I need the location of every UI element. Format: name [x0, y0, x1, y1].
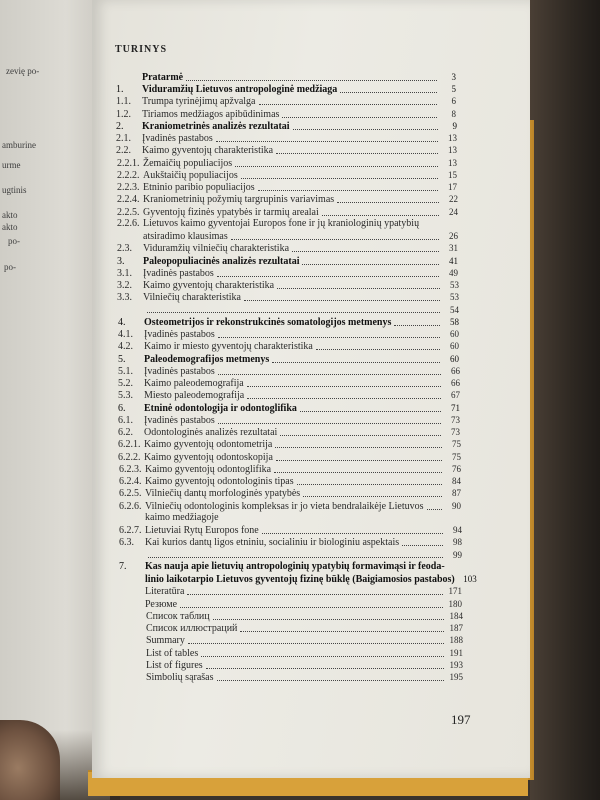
toc-entry-title: Paleodemografijos metmenys: [144, 354, 270, 365]
toc-leader-dots: [280, 434, 441, 436]
toc-entry-page: 71: [451, 403, 460, 413]
toc-leader-dots: [188, 642, 444, 644]
toc-leader-dots: [303, 495, 442, 497]
toc-entry-number: 2.: [116, 121, 124, 132]
toc-entry-number: 4.1.: [118, 329, 133, 340]
toc-entry-number: 5.: [118, 354, 126, 365]
toc-entry-page: 75: [452, 439, 461, 449]
toc-entry-page: 193: [449, 660, 463, 670]
toc-entry: [117, 231, 458, 242]
toc-entry-title: Kaimo ir miesto gyventojų charakteristika: [144, 341, 313, 352]
toc-entry-number: 6.2.5.: [119, 488, 142, 499]
toc-entry: [120, 635, 463, 646]
toc-leader-dots: [394, 324, 440, 326]
toc-leader-dots: [322, 214, 439, 216]
left-page-fragment: akto: [2, 210, 18, 220]
toc-entry-title: Vilniečių charakteristika: [143, 292, 241, 303]
toc-entry-page: 187: [449, 623, 463, 633]
toc-entry-number: 6.: [118, 403, 126, 414]
toc-entry-title: Kaimo gyventojų odontometrija: [144, 439, 273, 450]
toc-leader-dots: [427, 508, 442, 510]
toc-entry-page: 66: [451, 366, 460, 376]
toc-entry-page: 73: [451, 415, 460, 425]
toc-entry-title: Pratarmė: [142, 72, 184, 83]
left-page-fragment: amburine: [2, 140, 36, 150]
toc-entry-title: List of tables: [146, 648, 199, 659]
toc-entry: [117, 256, 458, 267]
toc-entry-page: 13: [448, 145, 457, 155]
toc-entry-page: 49: [449, 268, 458, 278]
toc-entry-number: 2.3.: [117, 243, 132, 254]
toc-entry: [120, 611, 463, 622]
toc-entry: [118, 439, 461, 450]
toc-leader-dots: [240, 630, 444, 632]
toc-leader-dots: [258, 189, 438, 191]
toc-entry: [116, 84, 456, 95]
toc-entry-title: Gyventojų fizinės ypatybės ir tarmių arealai: [143, 207, 319, 218]
toc-entry: [117, 182, 457, 193]
toc-entry: [119, 562, 462, 572]
toc-leader-dots: [402, 544, 443, 546]
toc-entry-page: 76: [452, 464, 461, 474]
toc-entry-title: Trumpa tyrinėjimų apžvalga: [142, 96, 256, 107]
toc-entry-number: 2.1.: [116, 133, 131, 144]
toc-entry-title: Įvadinės pastabos: [144, 366, 215, 377]
toc-entry: [118, 452, 461, 463]
toc-leader-dots: [201, 655, 444, 657]
toc-entry: [118, 317, 459, 328]
toc-leader-dots: [218, 336, 440, 338]
toc-entry: [118, 427, 460, 438]
toc-entry: [118, 341, 459, 352]
toc-entry-title: linio laikotarpio Lietuvos gyventojų fizinę būklę (Baigiamosios pastabos): [145, 574, 455, 585]
toc-entry-title: Aukštaičių populiacijos: [143, 170, 238, 181]
toc-entry: [117, 158, 457, 169]
toc-leader-dots: [218, 422, 441, 424]
toc-entry-number: 6.2.6.: [119, 501, 142, 512]
toc-leader-dots: [222, 520, 442, 521]
toc-entry: [118, 378, 460, 389]
toc-entry-title: Summary: [146, 635, 185, 646]
toc-entry-number: 6.2.1.: [118, 439, 141, 450]
toc-entry-title: Vilniečių odontologinis kompleksas ir jo vieta bendralaikėje Lietuvos: [145, 501, 424, 512]
toc-entry-number: 3.: [117, 256, 125, 267]
toc-leader-dots: [217, 679, 445, 681]
toc-entry-page: 6: [451, 96, 456, 106]
toc-entry-page: 90: [452, 501, 461, 511]
toc-entry-title: kaimo medžiagoje: [145, 512, 219, 523]
toc-entry-number: 6.1.: [118, 415, 133, 426]
toc-leader-dots: [217, 275, 439, 277]
toc-entry-number: 2.2.1.: [117, 158, 140, 169]
toc-entry-page: 191: [449, 648, 463, 658]
toc-entry: [119, 513, 461, 523]
toc-leader-dots: [247, 397, 441, 399]
toc-entry-page: 94: [453, 525, 462, 535]
toc-entry-title: Kai kurios dantų ligos etniniu, socialiniu ir biologiniu aspektais: [145, 537, 400, 548]
toc-entry-number: 6.2.: [118, 427, 133, 438]
toc-entry: [117, 292, 459, 303]
toc-entry-number: 3.2.: [117, 280, 132, 291]
toc-entry-number: 6.2.7.: [119, 525, 142, 536]
toc-entry: [119, 599, 462, 610]
toc-leader-dots: [422, 226, 439, 227]
toc-entry-title: Osteometrijos ir rekonstrukcinės somatologijos metmenys: [144, 317, 392, 328]
toc-entry-title: Viduramžių vilniečių charakteristika: [143, 243, 290, 254]
toc-leader-dots: [259, 103, 438, 105]
toc-entry-page: 60: [450, 329, 459, 339]
toc-leader-dots: [274, 471, 442, 473]
toc-entry-page: 5: [451, 84, 456, 94]
toc-entry-page: 84: [452, 476, 461, 486]
toc-entry: [120, 648, 463, 659]
toc-entry-title: Literatūra: [145, 586, 185, 597]
toc-entry-page: 58: [450, 317, 459, 327]
left-page-fragment: po-: [8, 236, 20, 246]
left-page-fragment: urme: [2, 160, 21, 170]
toc-entry-title: Резюме: [145, 599, 178, 610]
toc-entry-page: 60: [450, 341, 459, 351]
toc-entry: [120, 623, 463, 634]
toc-leader-dots: [244, 299, 440, 301]
toc-entry: [117, 219, 458, 229]
toc-entry-number: 2.2.3.: [117, 182, 140, 193]
toc-leader-dots: [231, 238, 439, 240]
toc-entry: [119, 550, 462, 560]
toc-entry-title: Kraniometrinių požymių targrupinis variavimas: [143, 194, 335, 205]
toc-leader-dots: [340, 91, 437, 93]
toc-entry: [119, 488, 461, 499]
toc-entry: [118, 366, 460, 377]
toc-entry-number: 5.3.: [118, 390, 133, 401]
toc-entry: [118, 329, 459, 340]
toc-entry-number: 3.1.: [117, 268, 132, 279]
toc-entry: [117, 280, 459, 291]
toc-entry-title: Etninio paribio populiacijos: [143, 182, 255, 193]
toc-entry-page: 53: [450, 292, 459, 302]
toc-entry-page: 99: [453, 550, 462, 560]
toc-entry-page: 26: [449, 231, 458, 241]
toc-entry-number: 6.2.4.: [119, 476, 142, 487]
toc-entry: [117, 194, 458, 205]
toc-entry-page: 195: [449, 672, 463, 682]
toc-entry-page: 180: [448, 599, 462, 609]
left-page-fragment: akto: [2, 222, 18, 232]
toc-entry-number: 2.2.: [116, 145, 131, 156]
page-number: 197: [451, 712, 471, 727]
toc-entry-page: 98: [453, 537, 462, 547]
toc-entry-page: 73: [451, 427, 460, 437]
toc-entry-title: Odontologinės analizės rezultatai: [144, 427, 278, 438]
toc-leader-dots: [302, 263, 439, 265]
toc-leader-dots: [292, 250, 439, 252]
toc-entry-page: 103: [463, 574, 477, 584]
toc-leader-dots: [206, 667, 444, 669]
toc-entry-title: Paleopopuliacinės analizės rezultatai: [143, 256, 300, 267]
toc-entry-page: 67: [451, 390, 460, 400]
toc-entry: [120, 672, 463, 683]
toc-entry-title: Įvadinės pastabos: [142, 133, 213, 144]
toc-entry-page: 87: [452, 488, 461, 498]
toc-leader-dots: [147, 311, 440, 313]
toc-entry-number: 1.2.: [116, 109, 131, 120]
toc-entry: [118, 390, 460, 401]
toc-entry-page: 184: [449, 611, 463, 621]
toc-entry: [118, 354, 459, 365]
toc-entry-number: 2.2.5.: [117, 207, 140, 218]
toc-entry-title: Miesto paleodemografija: [144, 390, 245, 401]
left-page-fragment: ugtinis: [2, 185, 27, 195]
toc-entry-page: 171: [448, 586, 462, 596]
toc-entry-title: Kraniometrinės analizės rezultatai: [142, 121, 290, 132]
toc-entry: [116, 145, 457, 156]
toc-entry-title: Viduramžių Lietuvos antropologinė medžiaga: [142, 84, 338, 95]
toc-leader-dots: [282, 116, 437, 118]
toc-entry-number: 6.2.2.: [118, 452, 141, 463]
toc-entry: [120, 660, 463, 671]
toc-entry-number: 6.2.3.: [119, 464, 142, 475]
toc-entry: [119, 574, 477, 585]
toc-entry-title: Lietuviai Rytų Europos fone: [145, 525, 259, 536]
toc-leader-dots: [247, 385, 441, 387]
toc-entry-number: 4.2.: [118, 341, 133, 352]
toc-entry-title: Kaimo gyventojų odontoglifika: [145, 464, 272, 475]
toc-entry: [119, 586, 462, 597]
toc-leader-dots: [316, 348, 440, 350]
toc-leader-dots: [337, 201, 439, 203]
toc-entry-title: Vilniečių dantų morfologinės ypatybės: [145, 488, 301, 499]
toc-leader-dots: [148, 556, 443, 558]
toc-leader-dots: [213, 618, 444, 620]
toc-entry-page: 15: [448, 170, 457, 180]
toc-entry-title: Список иллюстраций: [146, 623, 238, 634]
toc-entry: [117, 170, 457, 181]
toc-entry-title: Įvadinės pastabos: [143, 268, 214, 279]
toc-entry-number: 5.2.: [118, 378, 133, 389]
toc-entry-number: 6.3.: [119, 537, 134, 548]
toc-entry-title: Kaimo gyventojų odontoskopija: [144, 452, 273, 463]
toc-entry-title: Tiriamos medžiagos apibūdinimas: [142, 109, 280, 120]
toc-entry-number: 4.: [118, 317, 126, 328]
toc-entry-page: 31: [449, 243, 458, 253]
toc-leader-dots: [276, 152, 438, 154]
toc-leader-dots: [235, 165, 438, 167]
toc-entry-title: atsiradimo klausimas: [143, 231, 228, 242]
toc-entry: [116, 96, 456, 107]
toc-entry-title: Žemaičių populiacijos: [143, 158, 233, 169]
toc-entry-page: 60: [450, 354, 459, 364]
toc-entry-number: 2.2.2.: [117, 170, 140, 181]
toc-leader-dots: [277, 287, 440, 289]
toc-entry-title: Lietuvos kaimo gyventojai Europos fone ir jų kraniologinių ypatybių: [143, 218, 420, 229]
toc-leader-dots: [300, 410, 441, 412]
toc-entry: [117, 268, 458, 279]
toc-entry-title: Kaimo paleodemografija: [144, 378, 244, 389]
toc-entry-page: 24: [449, 207, 458, 217]
toc-entry-title: Kaimo gyventojų charakteristika: [143, 280, 275, 291]
toc-entry-page: 3: [451, 72, 456, 82]
toc-entry-page: 22: [449, 194, 458, 204]
toc-leader-dots: [186, 79, 437, 81]
toc-entry-title: Etninė odontologija ir odontoglifika: [144, 403, 297, 414]
toc-entry: [118, 403, 460, 414]
toc-entry-page: 13: [448, 133, 457, 143]
toc-entry-page: 9: [452, 121, 457, 131]
toc-entry: [118, 305, 459, 315]
toc-entry-page: 188: [449, 635, 463, 645]
toc-entry-title: Įvadinės pastabos: [144, 415, 215, 426]
toc-entry-number: 2.2.6.: [117, 218, 140, 229]
toc-leader-dots: [272, 361, 440, 363]
toc-entry: [117, 243, 458, 254]
toc-entry: [116, 121, 457, 132]
toc-leader-dots: [293, 128, 438, 130]
toc-entry-title: Kaimo gyventojų charakteristika: [142, 145, 274, 156]
toc-leader-dots: [187, 593, 443, 595]
toc-leader-dots: [297, 483, 442, 485]
toc-entry-number: 1.: [116, 84, 124, 95]
toc-entry-number: 2.2.4.: [117, 194, 140, 205]
toc-entry-page: 66: [451, 378, 460, 388]
toc-entry: [117, 207, 458, 218]
toc-entry: [119, 525, 462, 536]
toc-entry-title: List of figures: [146, 660, 203, 671]
toc-entry-number: 7.: [119, 561, 127, 572]
left-page-fragment: po-: [4, 262, 16, 272]
toc-leader-dots: [218, 373, 441, 375]
toc-entry-number: 5.1.: [118, 366, 133, 377]
toc-entry-title: Список таблиц: [146, 611, 210, 622]
toc-leader-dots: [241, 177, 438, 179]
toc-entry: [119, 464, 461, 475]
toc-entry: [116, 109, 456, 120]
toc-leader-dots: [276, 459, 442, 461]
toc-entry: [116, 133, 457, 144]
toc-entry-page: 41: [449, 256, 458, 266]
toc-leader-dots: [216, 140, 438, 142]
toc-entry-number: 1.1.: [116, 96, 131, 107]
toc-entry-title: Simbolių sąrašas: [146, 672, 214, 683]
toc-entry-title: Įvadinės pastabos: [144, 329, 215, 340]
toc-entry: [119, 501, 461, 512]
toc-leader-dots: [262, 532, 443, 534]
toc-entry: [118, 415, 460, 426]
toc-entry-page: 8: [451, 109, 456, 119]
toc-entry-title: Kaimo gyventojų odontologinis tipas: [145, 476, 294, 487]
left-page-fragment: zevię po-: [6, 66, 40, 76]
toc-entry-page: 75: [452, 452, 461, 462]
toc-entry: [119, 476, 461, 487]
toc-entry: [116, 72, 456, 83]
toc-leader-dots: [180, 606, 443, 608]
toc-leader-dots: [275, 446, 442, 448]
toc-heading: TURINYS: [115, 44, 168, 55]
toc-entry-page: 53: [450, 280, 459, 290]
toc-entry-page: 17: [448, 182, 457, 192]
toc-entry: [119, 537, 462, 548]
toc-entry-page: 13: [448, 158, 457, 168]
toc-entry-title: Kas nauja apie lietuvių antropologinių ypatybių formavimąsi ir feoda-: [145, 561, 445, 572]
toc-entry-number: 3.3.: [117, 292, 132, 303]
toc-entry-page: 54: [450, 305, 459, 315]
